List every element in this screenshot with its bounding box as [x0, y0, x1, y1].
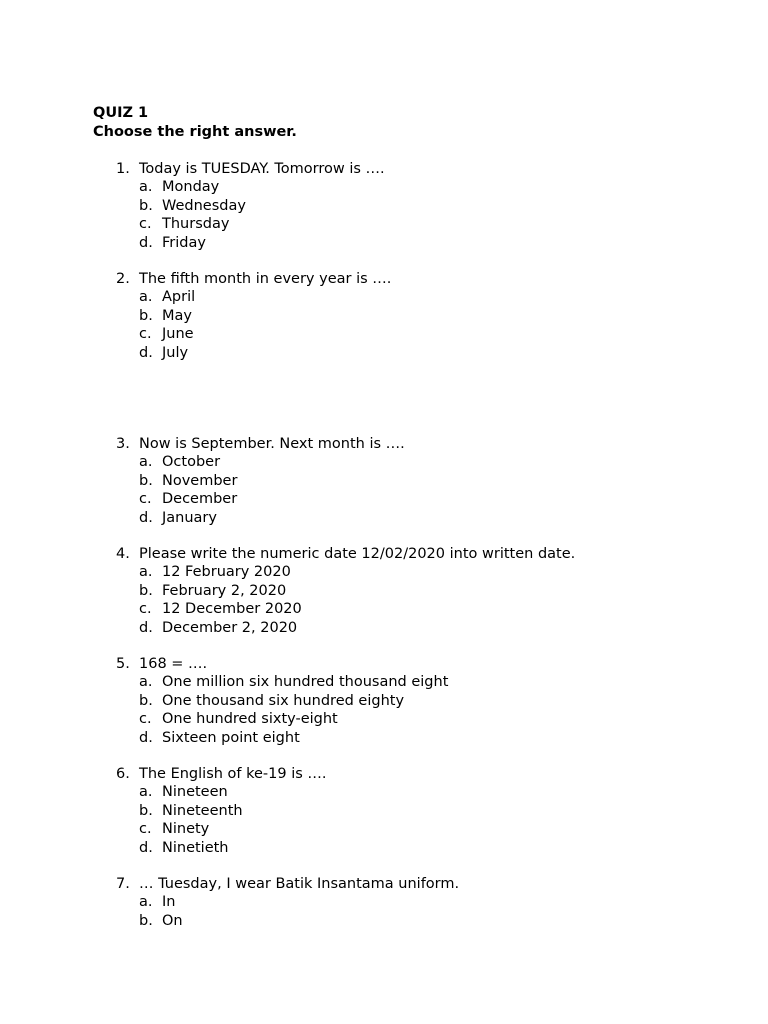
- option-letter: a.: [139, 784, 153, 801]
- option-a: [116, 563, 575, 581]
- question-text-row: [116, 655, 448, 673]
- question-text-row: [116, 435, 405, 453]
- option-text: 12 December 2020: [162, 601, 302, 618]
- quiz-instruction: Choose the right answer.: [93, 123, 297, 140]
- option-d: [116, 729, 448, 747]
- option-letter: a.: [139, 454, 153, 471]
- option-letter: c.: [139, 216, 152, 233]
- option-text: June: [162, 326, 194, 343]
- option-d: [116, 839, 327, 857]
- question-number: 3.: [116, 436, 130, 452]
- question-number: 7.: [116, 876, 130, 892]
- question-7: [116, 875, 459, 930]
- option-letter: d.: [139, 619, 153, 636]
- question-3: [116, 435, 405, 527]
- question-text-row: [116, 545, 575, 563]
- question-2: [116, 270, 391, 362]
- option-text: Friday: [162, 234, 206, 251]
- option-letter: a.: [139, 674, 153, 691]
- option-c: [116, 215, 385, 233]
- option-text: Wednesday: [162, 197, 246, 214]
- option-text: 12 February 2020: [162, 564, 291, 581]
- option-text: December 2, 2020: [162, 619, 298, 636]
- option-letter: b.: [139, 692, 153, 709]
- option-letter: b.: [139, 472, 153, 489]
- option-text: On: [162, 912, 183, 929]
- option-c: [116, 710, 448, 728]
- question-text-row: [116, 875, 459, 893]
- option-letter: d.: [139, 234, 153, 251]
- question-text: The English of ke-19 is ….: [139, 766, 327, 782]
- question-text: Today is TUESDAY. Tomorrow is ….: [139, 161, 385, 177]
- option-b: [116, 802, 327, 820]
- option-d: [116, 509, 405, 527]
- option-b: [116, 582, 575, 600]
- option-d: [116, 234, 385, 252]
- quiz-header: [93, 104, 297, 141]
- option-c: [116, 600, 575, 618]
- option-letter: a.: [139, 894, 153, 911]
- option-a: [116, 893, 459, 911]
- option-text: February 2, 2020: [162, 582, 287, 599]
- option-text: Ninety: [162, 821, 210, 838]
- option-b: [116, 307, 391, 325]
- option-letter: d.: [139, 729, 153, 746]
- option-text: One thousand six hundred eighty: [162, 692, 405, 709]
- option-letter: b.: [139, 197, 153, 214]
- option-letter: b.: [139, 912, 153, 929]
- question-text-row: [116, 765, 327, 783]
- question-text: Now is September. Next month is ….: [139, 436, 405, 452]
- option-letter: d.: [139, 344, 153, 361]
- option-b: [116, 692, 448, 710]
- option-text: November: [162, 472, 238, 489]
- option-text: One hundred sixty-eight: [162, 711, 338, 728]
- question-number: 6.: [116, 766, 130, 782]
- question-number: 5.: [116, 656, 130, 672]
- question-text: … Tuesday, I wear Batik Insantama uniform.: [139, 876, 460, 892]
- option-letter: c.: [139, 711, 152, 728]
- question-number: 4.: [116, 546, 130, 562]
- question-text: Please write the numeric date 12/02/2020 into written date.: [139, 546, 576, 562]
- option-text: October: [162, 454, 221, 471]
- option-letter: c.: [139, 821, 152, 838]
- question-text: 168 = ….: [139, 656, 208, 672]
- option-letter: b.: [139, 307, 153, 324]
- option-text: December: [162, 491, 238, 508]
- option-letter: d.: [139, 509, 153, 526]
- option-letter: b.: [139, 582, 153, 599]
- option-d: [116, 344, 391, 362]
- option-text: Ninetieth: [162, 839, 229, 856]
- question-1: [116, 160, 385, 252]
- option-letter: a.: [139, 289, 153, 306]
- option-text: Nineteenth: [162, 802, 243, 819]
- question-text: The fifth month in every year is ….: [139, 271, 392, 287]
- question-text-row: [116, 160, 385, 178]
- question-number: 1.: [116, 161, 130, 177]
- option-text: July: [162, 344, 189, 361]
- option-letter: d.: [139, 839, 153, 856]
- option-a: [116, 673, 448, 691]
- question-4: [116, 545, 575, 637]
- option-c: [116, 820, 327, 838]
- option-letter: b.: [139, 802, 153, 819]
- question-text-row: [116, 270, 391, 288]
- question-number: 2.: [116, 271, 130, 287]
- option-letter: c.: [139, 491, 152, 508]
- option-a: [116, 453, 405, 471]
- option-text: Nineteen: [162, 784, 228, 801]
- option-text: One million six hundred thousand eight: [162, 674, 449, 691]
- option-text: January: [162, 509, 217, 526]
- option-letter: c.: [139, 326, 152, 343]
- option-b: [116, 472, 405, 490]
- option-c: [116, 490, 405, 508]
- option-letter: a.: [139, 179, 153, 196]
- option-b: [116, 912, 459, 930]
- option-b: [116, 197, 385, 215]
- option-letter: a.: [139, 564, 153, 581]
- option-text: Sixteen point eight: [162, 729, 300, 746]
- option-a: [116, 783, 327, 801]
- option-a: [116, 288, 391, 306]
- option-text: April: [162, 289, 196, 306]
- option-text: Thursday: [162, 216, 230, 233]
- quiz-title: QUIZ 1: [93, 105, 149, 121]
- question-5: [116, 655, 448, 747]
- option-text: In: [162, 894, 176, 911]
- question-6: [116, 765, 327, 857]
- option-text: May: [162, 307, 192, 324]
- option-text: Monday: [162, 179, 220, 196]
- option-a: [116, 178, 385, 196]
- option-c: [116, 325, 391, 343]
- option-letter: c.: [139, 601, 152, 618]
- option-d: [116, 619, 575, 637]
